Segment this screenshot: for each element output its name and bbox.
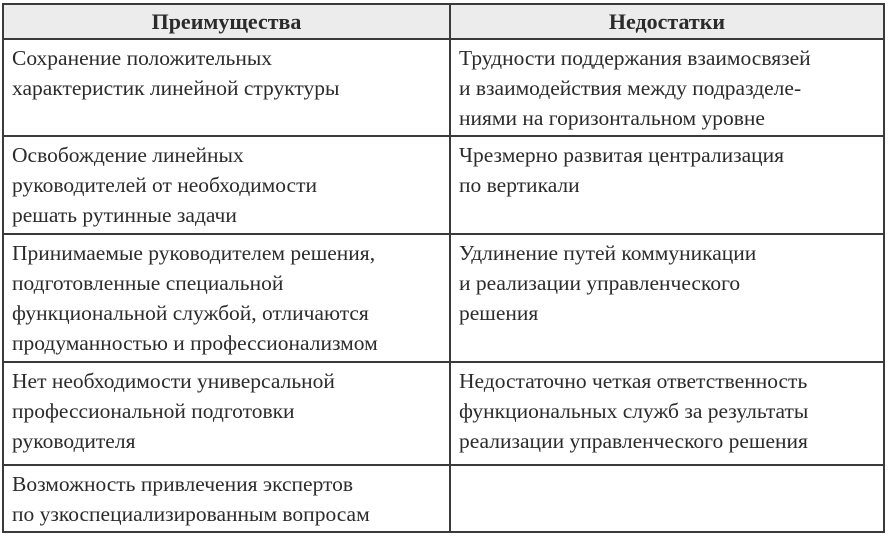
disadvantage-cell [450, 234, 884, 362]
table-row [3, 234, 884, 362]
cell-text-line: ниями на горизонтальном уровне [459, 106, 765, 130]
cell-text-line: решать рутинные задачи [12, 203, 237, 228]
cell-text-line: Принимаемые руководителем решения, [12, 240, 376, 265]
cell-text-line: и взаимодействия между подразделе- [459, 76, 802, 100]
cell-text-line: Сохранение положительных [12, 46, 273, 70]
table-row [3, 362, 884, 466]
cell-text-line: по вертикали [459, 173, 580, 198]
disadvantage-cell [450, 39, 884, 136]
cell-text-line: функциональных служб за результаты [459, 398, 809, 423]
cell-text-line: Чрезмерно развитая централизация [459, 143, 785, 168]
cell-text-line: продуманностью и профессионализмом [12, 330, 378, 355]
table-row [3, 136, 884, 233]
cell-text-line: характеристик линейной структуры [12, 76, 340, 100]
cell-text-line: Недостаточно четкая ответственность [459, 368, 808, 393]
cell-text-line: Удлинение путей коммуникации [459, 240, 757, 265]
cell-text-line: решения [459, 300, 539, 325]
disadvantage-cell [450, 362, 884, 466]
cell-text-line: функциональной службой, отличаются [12, 300, 369, 325]
advantage-cell [3, 362, 450, 466]
advantage-cell [3, 136, 450, 233]
comparison-table [2, 3, 885, 533]
header-disadvantages: Недостатки [450, 4, 884, 39]
cell-text-line: руководителя [12, 428, 136, 453]
cell-text-line: реализации управленческого решения [459, 428, 808, 453]
table-row [3, 465, 884, 532]
cell-text-line: подготовленные специальной [12, 270, 284, 295]
cell-text-line: Нет необходимости универсальной [12, 368, 335, 393]
advantage-cell [3, 465, 450, 532]
header-advantages: Преимущества [3, 4, 450, 39]
cell-text-line: Возможность привлечения экспертов [12, 472, 354, 497]
disadvantage-cell-empty [450, 465, 884, 532]
cell-text-line: и реализации управленческого [459, 270, 741, 295]
disadvantage-cell [450, 136, 884, 233]
cell-text-line: руководителей от необходимости [12, 173, 317, 198]
cell-text-line: Трудности поддержания взаимосвязей [459, 46, 811, 70]
table-row [3, 39, 884, 136]
cell-text-line: по узкоспециализированным вопросам [12, 502, 370, 527]
header-row [3, 4, 884, 39]
advantage-cell [3, 234, 450, 362]
cell-text-line: профессиональной подготовки [12, 398, 295, 423]
cell-text-line: Освобождение линейных [12, 143, 244, 168]
advantage-cell [3, 39, 450, 136]
